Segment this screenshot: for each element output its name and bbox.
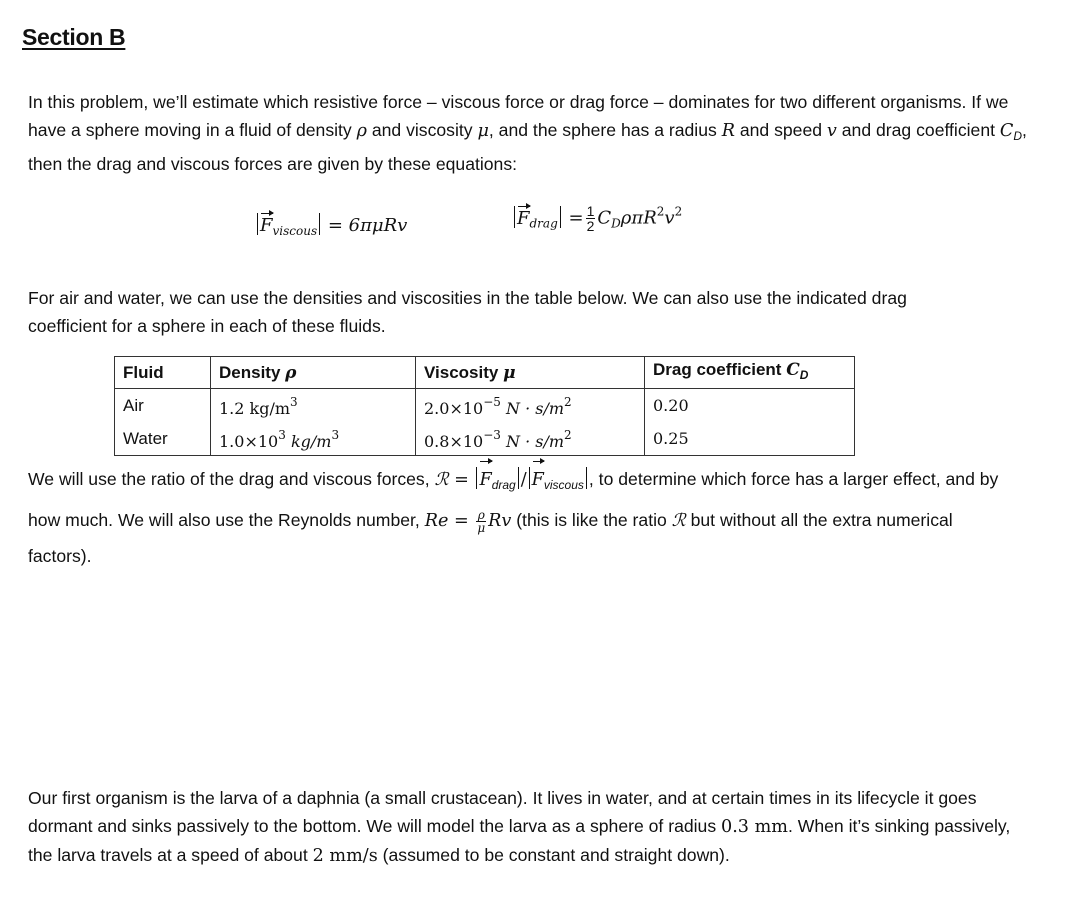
viscosity-unit: N · s/m	[500, 399, 565, 418]
table-header-row	[115, 357, 855, 389]
equals-sign: =	[568, 207, 584, 229]
intro-text-1: In this problem, we’ll estimate which resistive force – viscous force or drag force – dominates for two different organisms. If we have a sphere moving in a fluid of density	[28, 92, 1009, 140]
drag-coefficient-subscript: D	[611, 216, 621, 231]
table-row	[115, 422, 855, 456]
density-unit: kg/m	[285, 432, 332, 451]
drag-coefficient-symbol: C	[597, 207, 612, 229]
viscous-subscript: viscous	[543, 478, 584, 492]
intro-paragraph	[28, 88, 1038, 178]
fluid-properties-table	[114, 356, 855, 456]
fraction-numerator: 1	[586, 203, 595, 219]
rho-over-mu-fraction	[476, 509, 486, 534]
drag-rhs-terms: ρπR	[620, 207, 657, 229]
cell-drag-coefficient: 0.20	[645, 389, 855, 423]
equals-sign: =	[448, 470, 475, 490]
force-vector-symbol: F	[532, 463, 544, 498]
ratio-text-4: but without all the extra numerical factors).	[28, 510, 953, 566]
drag-coefficient-subscript: D	[1013, 129, 1023, 143]
fraction-denominator: μ	[477, 520, 486, 535]
density-exponent: 3	[290, 395, 298, 409]
density-value: 1.2 kg/m	[219, 399, 291, 418]
reynolds-symbol: Re	[424, 511, 449, 531]
speed-value: 2 mm/s	[312, 846, 378, 866]
table-intro-paragraph: For air and water, we can use the densities and viscosities in the table below. We can also use the indicated drag coefficient for a sphere in each of these fluids.	[28, 288, 907, 336]
drag-coefficient-subscript: D	[799, 368, 809, 382]
radius-exponent: 2	[656, 204, 665, 219]
one-half-fraction	[586, 204, 596, 233]
cell-density	[211, 422, 416, 456]
header-viscosity-label: Viscosity	[424, 362, 504, 382]
table-row	[115, 389, 855, 423]
radius-speed-product: Rv	[488, 511, 512, 531]
header-density-label: Density	[219, 362, 286, 382]
ratio-text-2: , to determine which force has a larger effect, and by how much. We will also use the Reynolds number,	[28, 469, 999, 530]
density-base: 1.0×10	[219, 432, 279, 451]
viscous-force-equation	[255, 213, 407, 238]
drag-subscript: drag	[491, 478, 516, 492]
organism-text-3: (assumed to be constant and straight down).	[377, 845, 730, 865]
ratio-text-1: We will use the ratio of the drag and viscous forces,	[28, 469, 435, 489]
radius-symbol: R	[721, 121, 735, 141]
drag-coefficient-symbol: C	[999, 121, 1014, 141]
viscosity-exponent: −3	[483, 428, 501, 442]
drag-subscript: drag	[529, 216, 558, 231]
ratio-text-3: (this is like the ratio	[511, 510, 672, 530]
intro-text-6: , then the drag and viscous forces are given by these equations:	[28, 120, 1027, 174]
viscous-force-rhs: = 6πμRv	[327, 215, 408, 236]
header-fluid: Fluid	[115, 357, 211, 389]
rho-symbol: ρ	[285, 362, 297, 383]
density-power: 3	[278, 428, 286, 442]
header-density	[211, 357, 416, 389]
radius-value: 0.3 mm	[721, 817, 788, 837]
header-viscosity	[416, 357, 645, 389]
abs-bar-left	[476, 467, 477, 489]
force-vector-symbol: F	[517, 207, 530, 229]
cell-drag-coefficient: 0.25	[645, 422, 855, 456]
organism-text-1: Our first organism is the larva of a daphnia (a small crustacean). It lives in water, and at certain times in its lifecycle it goes dormant and sinks passively to the bottom. We will model the larva as a sphere of radius	[28, 788, 977, 836]
speed-symbol: v	[664, 207, 675, 229]
fraction-denominator: 2	[586, 218, 595, 234]
cell-fluid: Water	[115, 422, 211, 456]
speed-exponent: 2	[674, 204, 683, 219]
organism-text-2: . When it’s sinking passively, the larva travels at a speed of about	[28, 816, 1011, 865]
organism-paragraph	[28, 784, 1018, 870]
density-exponent: 3	[331, 428, 340, 442]
cell-fluid: Air	[115, 389, 211, 423]
force-vector-symbol: F	[260, 215, 273, 236]
cell-density	[211, 389, 416, 423]
viscosity-exponent: −5	[483, 395, 501, 409]
abs-bar-right	[319, 213, 320, 235]
intro-text-5: and drag coefficient	[836, 120, 1000, 140]
viscosity-base: 0.8×10	[424, 432, 484, 451]
ratio-paragraph	[28, 462, 1018, 574]
viscosity-unit-exponent: 2	[564, 428, 572, 442]
mu-symbol: μ	[477, 121, 489, 141]
viscosity-base: 2.0×10	[424, 399, 484, 418]
equals-sign: =	[448, 511, 475, 531]
abs-bar-right	[518, 467, 519, 489]
drag-force-equation	[512, 204, 682, 233]
abs-bar-right	[560, 206, 561, 228]
cell-viscosity	[416, 422, 645, 456]
header-drag-coefficient	[645, 357, 855, 389]
abs-bar-left	[529, 467, 530, 489]
rho-symbol: ρ	[356, 121, 367, 141]
ratio-symbol: ℛ	[671, 511, 686, 531]
speed-symbol: v	[826, 121, 837, 141]
viscosity-unit-exponent: 2	[564, 395, 572, 409]
mu-symbol: μ	[503, 362, 516, 383]
drag-coefficient-symbol: C	[786, 360, 800, 380]
fraction-numerator: ρ	[477, 507, 485, 522]
intro-text-3: , and the sphere has a radius	[488, 120, 722, 140]
abs-bar-left	[257, 213, 258, 235]
header-drag-label: Drag coefficient	[653, 360, 787, 379]
section-title: Section B	[22, 24, 126, 50]
intro-text-2: and viscosity	[366, 120, 478, 140]
viscosity-unit: N · s/m	[500, 432, 565, 451]
abs-bar-right	[586, 467, 587, 489]
force-vector-symbol: F	[479, 463, 491, 498]
slash: /	[520, 470, 527, 490]
cell-viscosity	[416, 389, 645, 423]
intro-text-4: and speed	[734, 120, 827, 140]
abs-bar-left	[514, 206, 515, 228]
viscous-subscript: viscous	[272, 224, 318, 238]
ratio-symbol: ℛ	[434, 470, 449, 490]
